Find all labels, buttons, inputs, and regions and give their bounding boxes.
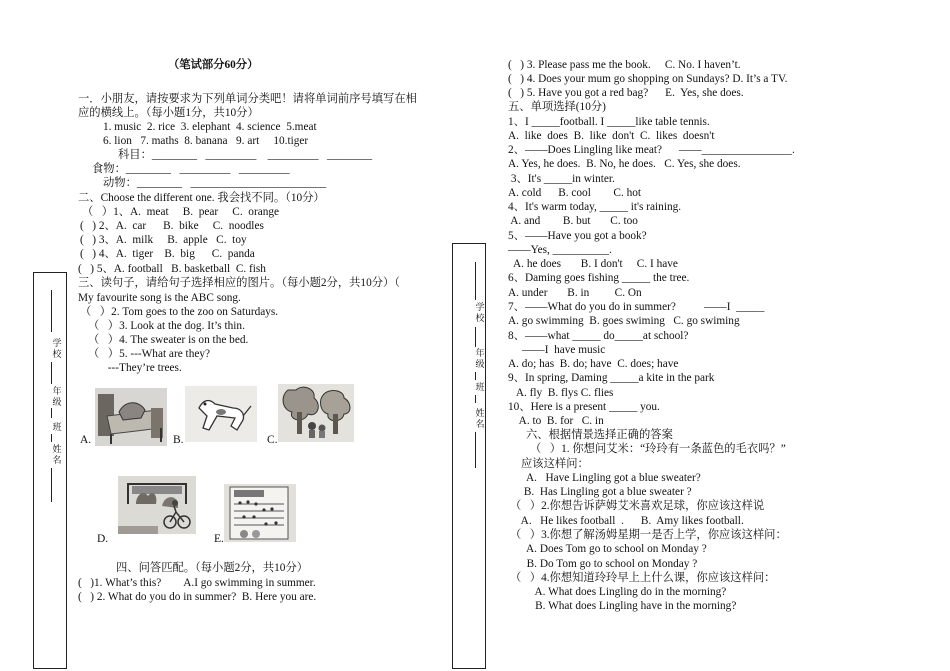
picture-label-a: A. (80, 434, 92, 446)
binding-label-nian: 年 (475, 348, 485, 358)
section5-line: 3、It's _____in winter. (508, 173, 615, 185)
section5-line: A. do; has B. do; have C. does; have (508, 358, 679, 370)
binding-label-ban: 班 (52, 422, 62, 432)
section5-line: A. like does B. like don't C. likes doesn't (508, 130, 715, 142)
section6-title: 六、根据情景选择正确的答案 (526, 429, 673, 441)
binding-label-xiao: 校 (475, 313, 485, 323)
section5-line: 8、——what _____ do_____at school? (508, 330, 689, 342)
section2-item: ( ) 5、A. football B. basketball C. fish (78, 263, 266, 275)
bed-sweater-picture (95, 388, 167, 446)
binding-label-xue: 学 (52, 338, 62, 348)
section2-item: ( ) 3、A. milk B. apple C. toy (80, 234, 247, 246)
section5-line: A. he does B. I don't C. I have (508, 258, 678, 270)
section4-item: ( ) 2. What do you do in summer? B. Here you are. (78, 591, 317, 603)
section5-line: 1、I _____football. I _____like table tennis. (508, 116, 710, 128)
middle-binding-rule (475, 395, 476, 403)
section5-line: 10、Here is a present _____ you. (508, 401, 660, 413)
section1-title-cont: 应的横线上。（每小题1分，共10分） (78, 107, 259, 119)
binding-label-xiao: 校 (52, 349, 62, 359)
zoo-picture (118, 476, 196, 534)
section3-item: ---They’re trees. (88, 362, 182, 374)
section1-words-row2: 6. lion 7. maths 8. banana 9. art 10.tiger (103, 135, 309, 147)
section1-title: 一．小朋友，请按要求为下列单词分类吧！请将单词前序号填写在相 (78, 93, 417, 105)
section6-line: A. Have Lingling got a blue sweater? (521, 472, 701, 484)
section5-line: A. and B. but C. too (508, 215, 638, 227)
section1-words-row1: 1. music 2. rice 3. elephant 4. science 5.meat (103, 121, 317, 133)
section6-line: A. Does Tom go to school on Monday ? (521, 543, 707, 555)
section5-line: A. under B. in C. On (508, 287, 642, 299)
section2-title: 二、Choose the different one. 我会找不同。（10分） (78, 192, 325, 204)
section5-line: 6、Daming goes fishing _____ the tree. (508, 272, 690, 284)
section6-line: A. He likes football . B. Amy likes football. (510, 515, 744, 527)
section6-line: （ ）3.你想了解汤姆星期一是否上学，你应该这样问： (510, 529, 787, 541)
picture-label-c: C. (267, 434, 278, 446)
section5-line: A. fly B. flys C. flies (508, 387, 614, 399)
section4-item: ( ) 3. Please pass me the book. C. No. I haven’t. (508, 59, 741, 71)
left-binding-rule (51, 408, 52, 418)
paper-header: （笔试部分60分） (168, 59, 259, 71)
section6-line: A. What does Lingling do in the morning? (521, 586, 727, 598)
picture-label-e: E. (214, 533, 224, 545)
section3-item: My favourite song is the ABC song. (78, 292, 241, 304)
section6-line: 应该这样问： (521, 458, 589, 470)
abc-song-picture (224, 484, 296, 542)
middle-binding-rule (475, 327, 476, 347)
section5-line: 4、It's warm today, _____ it's raining. (508, 201, 682, 213)
left-binding-strip (33, 272, 67, 669)
binding-label-xing: 姓 (475, 408, 485, 418)
binding-label-xing: 姓 (52, 444, 62, 454)
section3-title: 三、读句子，请给句子选择相应的图片。（每小题2分，共10分）（ (78, 277, 400, 289)
section5-line: 5、——Have you got a book? (508, 230, 647, 242)
section1-category-animals: 动物：________ ________________________ (103, 177, 327, 189)
section3-item: （ ）2. Tom goes to the zoo on Saturdays. (80, 306, 279, 318)
binding-label-ming: 名 (475, 419, 485, 429)
section6-line: （ ）2.你想告诉萨姆艾米喜欢足球，你应该这样说 (510, 500, 765, 512)
section5-line: 2、——Does Lingling like meat? ——________________. (508, 144, 795, 156)
thin-dog-picture (185, 386, 257, 442)
section5-line: ——Yes, __________. (508, 244, 612, 256)
section3-item: （ ）5. ---What are they? (88, 348, 211, 360)
binding-label-ji: 级 (475, 359, 485, 369)
left-binding-rule (51, 362, 52, 384)
section5-line: A. to B. for C. in (508, 415, 604, 427)
binding-label-ban: 班 (475, 382, 485, 392)
section5-line: A. cold B. cool C. hot (508, 187, 642, 199)
left-binding-rule (51, 468, 52, 502)
middle-binding-rule (475, 262, 476, 300)
section4-item: ( ) 4. Does your mum go shopping on Sundays? D. It’s a TV. (508, 73, 788, 85)
section6-line: （ ）1. 你想问艾米：“玲玲有一条蓝色的毛衣吗？” (530, 443, 786, 455)
section4-item: ( )1. What’s this? A.I go swimming in summer. (78, 577, 316, 589)
section1-category-subjects: 科目：________ _________ _________ ________ (118, 149, 373, 161)
section4-item: ( ) 5. Have you got a red bag? E. Yes, she does. (508, 87, 744, 99)
middle-binding-rule (475, 432, 476, 468)
section5-title: 五、单项选择(10分) (508, 101, 606, 113)
section1-category-food: 食物：________ _________ _________ (92, 163, 290, 175)
section6-line: （ ）4.你想知道玲玲早上上什么课，你应该这样问： (510, 572, 776, 584)
section4-title: 四、问答匹配。（每小题2分，共10分） (116, 562, 309, 574)
section2-item: ( ) 4、A. tiger B. big C. panda (80, 248, 255, 260)
section5-line: A. Yes, he does. B. No, he does. C. Yes, she does. (508, 158, 741, 170)
picture-label-b: B. (173, 434, 184, 446)
middle-binding-rule (475, 372, 476, 380)
section5-line: ——I have music (508, 344, 606, 356)
section5-line: 7、——What do you do in summer? ——I _____ (508, 301, 765, 313)
binding-label-ji: 级 (52, 397, 62, 407)
section6-line: B. What does Lingling have in the morning? (521, 600, 737, 612)
binding-label-ming: 名 (52, 455, 62, 465)
binding-label-xue: 学 (475, 302, 485, 312)
binding-label-nian: 年 (52, 386, 62, 396)
left-binding-rule (51, 434, 52, 442)
section5-line: 9、In spring, Daming _____a kite in the park (508, 372, 715, 384)
section3-item: （ ）3. Look at the dog. It’s thin. (88, 320, 245, 332)
section2-item: ( ) 2、A. car B. bike C. noodles (80, 220, 264, 232)
section6-line: B. Do Tom go to school on Monday ? (521, 558, 698, 570)
left-binding-rule (51, 290, 52, 332)
section6-line: B. Has Lingling got a blue sweater ? (521, 486, 692, 498)
picture-label-d: D. (97, 533, 109, 545)
trees-picture (278, 384, 354, 442)
section2-item: （ ）1、A. meat B. pear C. orange (82, 206, 280, 218)
section5-line: A. go swimming B. goes swiming C. go swiming (508, 315, 740, 327)
section3-item: （ ）4. The sweater is on the bed. (88, 334, 249, 346)
